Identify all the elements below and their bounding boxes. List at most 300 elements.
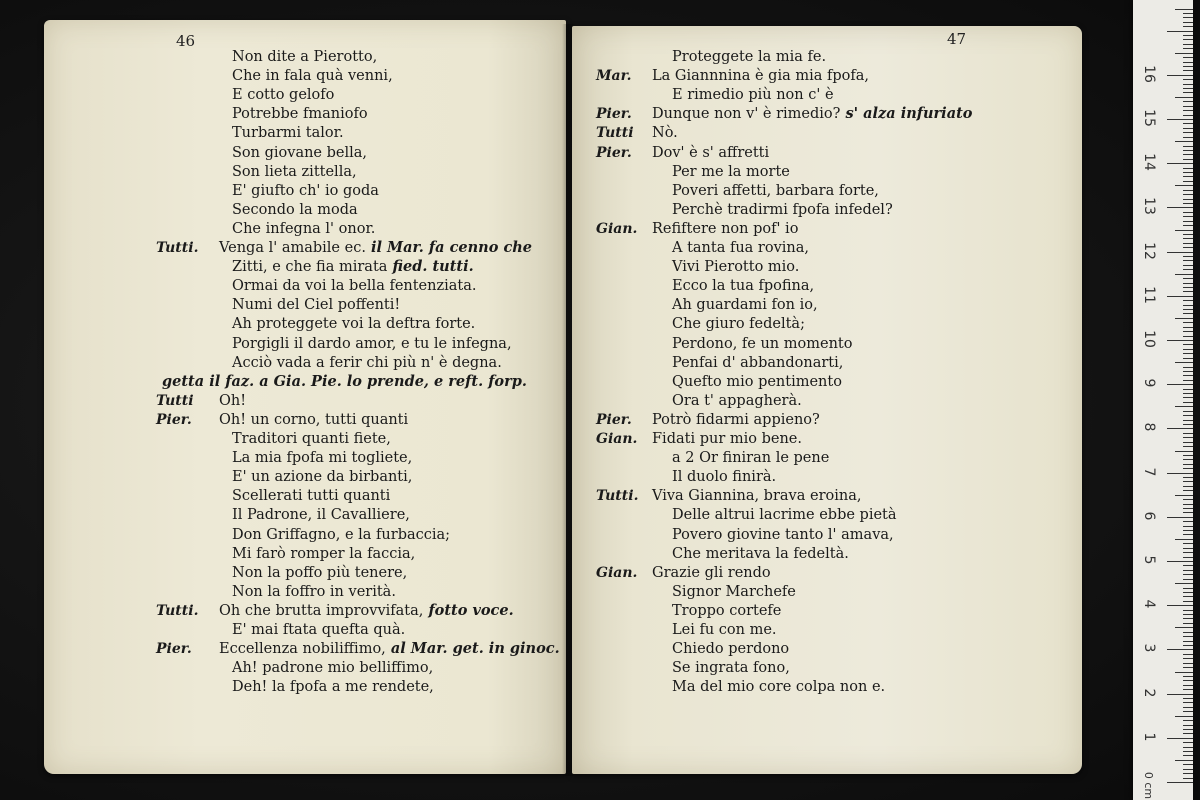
stage-direction: getta il faz. a Gia. Pie. lo prende, e reft. forp. xyxy=(162,372,527,390)
ruler-tick xyxy=(1183,353,1193,354)
ruler-tick xyxy=(1183,729,1193,730)
verse-text xyxy=(672,163,790,181)
verse-words: Turbarmi talor. xyxy=(232,125,344,142)
verse-words: Potrò fidarmi appieno? xyxy=(652,411,820,428)
verse-words: Il duolo finirà. xyxy=(672,469,777,486)
ruler-tick xyxy=(1183,468,1193,469)
ruler-tick xyxy=(1183,44,1193,45)
ruler-tick xyxy=(1183,221,1193,222)
ruler-tick xyxy=(1183,420,1193,421)
ruler-tick xyxy=(1183,243,1193,244)
verse-words: Che in fala quà venni, xyxy=(232,68,393,85)
ruler-unit-label: 0 cm xyxy=(1142,771,1156,800)
ruler-number: 10 xyxy=(1141,330,1157,348)
ruler-tick xyxy=(1183,128,1193,129)
ruler-tick xyxy=(1183,698,1193,699)
ruler-tick xyxy=(1167,738,1193,739)
ruler-tick xyxy=(1183,159,1193,160)
ruler-tick xyxy=(1183,212,1193,213)
ruler-tick xyxy=(1183,543,1193,544)
ruler-tick xyxy=(1183,459,1193,460)
ruler-tick xyxy=(1175,9,1193,10)
ruler-tick xyxy=(1183,265,1193,266)
ruler-tick xyxy=(1183,344,1193,345)
verse-words: a 2 Or finiran le pene xyxy=(672,450,830,467)
ruler-tick xyxy=(1183,260,1193,261)
verse-text xyxy=(672,583,796,601)
ruler-tick xyxy=(1175,185,1193,186)
ruler-number: 16 xyxy=(1141,64,1157,83)
ruler-tick xyxy=(1183,592,1193,593)
ruler-tick xyxy=(1183,486,1193,487)
ruler-tick xyxy=(1183,725,1193,726)
verse-text xyxy=(232,48,377,66)
verse-text xyxy=(652,124,678,142)
ruler-tick xyxy=(1183,437,1193,438)
verse-text xyxy=(652,564,771,582)
verse-words: Grazie gli rendo xyxy=(652,564,771,581)
ruler-tick xyxy=(1183,654,1193,655)
verse-text xyxy=(232,678,434,696)
verse-words: Non la foffro in verità. xyxy=(232,583,396,600)
verse-text xyxy=(232,277,476,295)
verse-words: Scellerati tutti quanti xyxy=(232,488,391,505)
speaker-label: Pier. xyxy=(596,411,632,428)
ruler-number: 13 xyxy=(1141,197,1157,216)
verse-text xyxy=(672,545,849,563)
verse-words: Acciò vada a ferir chi più n' è degna. xyxy=(232,354,502,371)
ruler-tick xyxy=(1167,605,1193,606)
ruler-tick xyxy=(1183,375,1193,376)
ruler-tick xyxy=(1183,508,1193,509)
verse-words: Ora t' appagherà. xyxy=(672,392,802,409)
ruler-tick xyxy=(1175,141,1193,142)
ruler-tick xyxy=(1167,296,1193,297)
ruler-tick xyxy=(1183,358,1193,359)
verse-text xyxy=(232,296,400,314)
ruler-tick xyxy=(1183,499,1193,500)
ruler-number: 5 xyxy=(1141,555,1157,565)
verse-text xyxy=(672,239,809,257)
verse-words: Che meritava la fedeltà. xyxy=(672,545,849,562)
verse-words: Perdono, fe un momento xyxy=(672,335,853,352)
ruler-tick xyxy=(1183,367,1193,368)
ruler-tick xyxy=(1183,702,1193,703)
ruler-number: 2 xyxy=(1141,688,1157,698)
verse-text xyxy=(652,487,861,505)
ruler-tick xyxy=(1183,181,1193,182)
verse-words: Zitti, e che fia mirata xyxy=(232,259,388,276)
ruler-tick xyxy=(1183,442,1193,443)
ruler-tick xyxy=(1183,70,1193,71)
ruler-tick xyxy=(1183,433,1193,434)
verse-text xyxy=(232,659,433,677)
ruler-tick xyxy=(1183,305,1193,306)
ruler-tick xyxy=(1183,199,1193,200)
verse-words: E rimedio più non c' è xyxy=(672,87,834,104)
ruler-tick xyxy=(1183,773,1193,774)
ruler-tick xyxy=(1183,397,1193,398)
ruler-tick xyxy=(1183,658,1193,659)
ruler-tick xyxy=(1175,318,1193,319)
verse-text xyxy=(672,602,781,620)
verse-text xyxy=(232,67,393,85)
ruler-tick xyxy=(1183,632,1193,633)
ruler-tick xyxy=(1175,583,1193,584)
ruler-tick xyxy=(1183,747,1193,748)
ruler-number: 12 xyxy=(1141,241,1157,260)
ruler-tick xyxy=(1183,79,1193,80)
verse-text xyxy=(232,506,410,524)
ruler-tick xyxy=(1183,490,1193,491)
speaker-label: Tutti. xyxy=(596,488,639,505)
ruler-tick xyxy=(1183,331,1193,332)
ruler-number: 6 xyxy=(1141,511,1157,521)
ruler-tick xyxy=(1183,216,1193,217)
ruler-tick xyxy=(1183,778,1193,779)
ruler-tick xyxy=(1167,694,1193,695)
speaker-label: Tutti. xyxy=(156,240,199,256)
ruler-tick xyxy=(1183,393,1193,394)
ruler-tick xyxy=(1183,504,1193,505)
ruler-tick xyxy=(1167,517,1193,518)
verse-text xyxy=(652,411,820,429)
verse-words: Traditori quanti fiete, xyxy=(232,431,391,447)
verse-text xyxy=(672,296,818,314)
verse-words: Poveri affetti, barbara forte, xyxy=(672,182,879,199)
verse-words: Ormai da voi la bella fentenziata. xyxy=(232,278,477,295)
ruler-tick xyxy=(1175,362,1193,363)
ruler-tick xyxy=(1183,137,1193,138)
ruler-tick xyxy=(1183,39,1193,40)
verse-words: Numi del Ciel poffenti! xyxy=(232,297,401,314)
verse-words: Ah proteggete voi la deftra forte. xyxy=(232,316,476,333)
ruler-tick xyxy=(1183,570,1193,571)
ruler-tick xyxy=(1183,380,1193,381)
verse-text xyxy=(232,468,412,486)
ruler-tick xyxy=(1183,446,1193,447)
ruler-number: 15 xyxy=(1141,109,1157,127)
ruler-tick xyxy=(1183,190,1193,191)
ruler-tick xyxy=(1183,48,1193,49)
verse-text xyxy=(672,526,894,544)
verse-text xyxy=(219,602,514,620)
speaker-label: Mar. xyxy=(596,68,632,85)
ruler-tick xyxy=(1183,123,1193,124)
ruler-number: 8 xyxy=(1141,422,1157,432)
page-number-left: 46 xyxy=(176,32,196,50)
verse-text xyxy=(232,487,390,505)
verse-words: Secondo la moda xyxy=(232,201,358,218)
ruler-tick xyxy=(1183,371,1193,372)
ruler-tick xyxy=(1167,561,1193,562)
ruler-tick xyxy=(1183,565,1193,566)
verse-words: Per me la morte xyxy=(672,163,790,180)
verse-text xyxy=(672,277,814,295)
verse-text xyxy=(672,468,776,486)
verse-text xyxy=(162,373,527,391)
verse-words: E' mai ftata quefta quà. xyxy=(232,622,406,638)
verse-text xyxy=(219,239,532,257)
verse-text xyxy=(672,335,852,353)
verse-text xyxy=(232,449,412,467)
ruler-tick xyxy=(1183,623,1193,624)
ruler-tick xyxy=(1183,557,1193,558)
ruler-tick xyxy=(1183,92,1193,93)
ruler-tick xyxy=(1183,596,1193,597)
ruler-tick xyxy=(1183,411,1193,412)
ruler-tick xyxy=(1183,464,1193,465)
ruler-tick xyxy=(1183,481,1193,482)
ruler-tick xyxy=(1183,579,1193,580)
verse-words: Troppo cortefe xyxy=(672,602,782,619)
verse-words: Deh! la fpofa a me rendete, xyxy=(232,679,434,696)
verse-text xyxy=(672,640,789,658)
ruler-tick xyxy=(1183,194,1193,195)
verse-text xyxy=(232,545,415,563)
speaker-label: Tutti xyxy=(156,392,194,409)
ruler-tick xyxy=(1183,720,1193,721)
ruler-tick xyxy=(1183,521,1193,522)
verse-words: Chiedo perdono xyxy=(672,641,790,658)
verse-text xyxy=(672,659,790,677)
ruler-number: 14 xyxy=(1141,153,1157,172)
ruler-tick xyxy=(1183,667,1193,668)
verse-words: Penfai d' abbandonarti, xyxy=(672,354,844,371)
verse-words: Venga l' amabile ec. xyxy=(219,240,366,256)
verse-text xyxy=(672,258,799,276)
ruler-tick xyxy=(1183,66,1193,67)
ruler-tick xyxy=(1175,274,1193,275)
ruler-tick xyxy=(1167,31,1193,32)
ruler-tick xyxy=(1167,119,1193,120)
ruler-tick xyxy=(1183,247,1193,248)
ruler-tick xyxy=(1183,132,1193,133)
ruler-tick xyxy=(1183,269,1193,270)
verse-text xyxy=(672,373,842,391)
ruler-number: 11 xyxy=(1141,285,1157,304)
verse-words: Son giovane bella, xyxy=(232,144,368,161)
verse-text xyxy=(672,678,885,696)
right-page xyxy=(572,26,1082,774)
stage-direction: fied. tutti. xyxy=(387,258,474,276)
verse-text xyxy=(232,335,512,353)
ruler-tick xyxy=(1183,84,1193,85)
verse-text xyxy=(232,258,474,276)
verse-words: E' un azione da birbanti, xyxy=(232,469,413,486)
verse-words: Nò. xyxy=(652,125,678,142)
verse-text xyxy=(672,449,829,467)
verse-text xyxy=(652,430,802,448)
verse-words: Oh! xyxy=(219,392,247,409)
ruler-tick xyxy=(1183,614,1193,615)
verse-words: Vivi Pierotto mio. xyxy=(672,259,800,276)
ruler-tick xyxy=(1183,636,1193,637)
ruler-tick xyxy=(1183,552,1193,553)
speaker-label: Pier. xyxy=(156,641,192,658)
verse-text xyxy=(232,124,344,142)
verse-words: Dov' è s' affretti xyxy=(652,144,770,161)
verse-text xyxy=(652,105,972,123)
ruler-tick xyxy=(1183,35,1193,36)
verse-words: Ecco la tua fpofina, xyxy=(672,278,815,295)
verse-text xyxy=(219,411,408,429)
ruler-number: 7 xyxy=(1141,467,1157,477)
stage-direction: s' alza infuriato xyxy=(840,105,973,123)
verse-words: Viva Giannina, brava eroina, xyxy=(652,488,862,505)
ruler-tick xyxy=(1183,17,1193,18)
verse-words: Quefto mio pentimento xyxy=(672,373,842,390)
stage-direction: al Mar. get. in ginoc. xyxy=(385,640,560,658)
ruler-tick xyxy=(1183,146,1193,147)
ruler-tick xyxy=(1183,707,1193,708)
ruler-tick xyxy=(1183,676,1193,677)
verse-words: Eccellenza nobiliffimo, xyxy=(219,641,386,658)
ruler-tick xyxy=(1183,733,1193,734)
ruler-tick xyxy=(1183,534,1193,535)
verse-words: Perchè tradirmi fpofa infedel? xyxy=(672,201,893,218)
ruler-number: 4 xyxy=(1141,599,1157,609)
verse-text xyxy=(672,201,893,219)
page-number-right: 47 xyxy=(947,30,967,48)
speaker-label: Tutti. xyxy=(156,602,199,619)
ruler-tick xyxy=(1183,685,1193,686)
verse-words: Oh! un corno, tutti quanti xyxy=(219,411,409,428)
ruler-tick xyxy=(1175,627,1193,628)
ruler-tick xyxy=(1183,287,1193,288)
verse-text xyxy=(672,506,897,524)
ruler-tick xyxy=(1183,309,1193,310)
ruler-tick xyxy=(1183,574,1193,575)
ruler-tick xyxy=(1183,88,1193,89)
verse-words: Son lieta zittella, xyxy=(232,163,357,180)
ruler-tick xyxy=(1183,424,1193,425)
verse-text xyxy=(232,564,407,582)
verse-text xyxy=(232,621,405,639)
ruler-number: 1 xyxy=(1141,732,1157,742)
ruler-tick xyxy=(1183,172,1193,173)
ruler-tick xyxy=(1175,672,1193,673)
ruler-tick xyxy=(1183,168,1193,169)
ruler-tick xyxy=(1183,512,1193,513)
ruler-tick xyxy=(1167,384,1193,385)
verse-text xyxy=(232,105,368,123)
ruler-tick xyxy=(1183,176,1193,177)
ruler-tick xyxy=(1183,110,1193,111)
verse-text xyxy=(672,315,805,333)
verse-words: Non dite a Pierotto, xyxy=(232,49,378,65)
ruler-tick xyxy=(1183,455,1193,456)
ruler-tick xyxy=(1167,252,1193,253)
verse-words: E cotto gelofo xyxy=(232,87,335,104)
speaker-label: Pier. xyxy=(596,106,632,123)
verse-words: Don Griffagno, e la furbaccia; xyxy=(232,526,451,543)
ruler-tick xyxy=(1183,115,1193,116)
verse-words: Proteggete la mia fe. xyxy=(672,49,827,65)
ruler-number: 3 xyxy=(1141,643,1157,653)
verse-text xyxy=(652,67,869,85)
ruler-tick xyxy=(1183,349,1193,350)
ruler-tick xyxy=(1175,97,1193,98)
verse-text xyxy=(672,182,879,200)
ruler-tick xyxy=(1183,588,1193,589)
ruler-tick xyxy=(1183,291,1193,292)
verse-text xyxy=(232,430,391,448)
ruler-tick xyxy=(1183,322,1193,323)
ruler-tick xyxy=(1175,230,1193,231)
ruler-tick xyxy=(1183,680,1193,681)
verse-text xyxy=(652,220,798,238)
ruler-tick xyxy=(1175,760,1193,761)
verse-text xyxy=(232,354,502,372)
ruler-tick xyxy=(1183,300,1193,301)
verse-text xyxy=(672,48,826,66)
ruler-tick xyxy=(1183,389,1193,390)
verse-words: Mi farò romper la faccia, xyxy=(232,545,416,562)
measurement-ruler xyxy=(1133,0,1193,800)
verse-words: Se ingrata fono, xyxy=(672,660,790,677)
verse-words: Oh che brutta improvvifata, xyxy=(219,602,424,619)
ruler-tick xyxy=(1183,755,1193,756)
verse-words: Che infegna l' onor. xyxy=(232,220,376,237)
ruler-tick xyxy=(1183,101,1193,102)
verse-words: Non la poffo più tenere, xyxy=(232,564,408,581)
ruler-tick xyxy=(1167,75,1193,76)
verse-words: Povero giovine tanto l' amava, xyxy=(672,526,894,543)
ruler-tick xyxy=(1175,539,1193,540)
ruler-tick xyxy=(1167,163,1193,164)
verse-text xyxy=(232,201,358,219)
ruler-tick xyxy=(1183,477,1193,478)
verse-text xyxy=(232,86,334,104)
verse-text xyxy=(672,621,777,639)
verse-text xyxy=(219,640,560,658)
ruler-tick xyxy=(1183,645,1193,646)
verse-text xyxy=(232,182,379,200)
ruler-tick xyxy=(1183,256,1193,257)
ruler-tick xyxy=(1183,278,1193,279)
verse-words: Potrebbe fmaniofo xyxy=(232,106,368,123)
ruler-tick xyxy=(1167,782,1193,783)
verse-words: A tanta fua rovina, xyxy=(672,240,810,256)
ruler-tick xyxy=(1167,340,1193,341)
ruler-tick xyxy=(1183,22,1193,23)
ruler-tick xyxy=(1183,742,1193,743)
ruler-tick xyxy=(1183,234,1193,235)
ruler-tick xyxy=(1175,716,1193,717)
ruler-tick xyxy=(1183,641,1193,642)
verse-words: La mia fpofa mi togliete, xyxy=(232,450,413,467)
speaker-label: Gian. xyxy=(596,564,638,581)
ruler-tick xyxy=(1183,13,1193,14)
verse-text xyxy=(652,144,769,162)
verse-words: Ah! padrone mio belliffimo, xyxy=(232,660,434,677)
verse-words: Che giuro fedeltà; xyxy=(672,316,805,333)
ruler-tick xyxy=(1175,53,1193,54)
ruler-tick xyxy=(1167,473,1193,474)
speaker-label: Gian. xyxy=(596,220,638,237)
stage-direction: il Mar. fa cenno che xyxy=(365,239,533,256)
verse-text xyxy=(219,392,246,410)
verse-text xyxy=(232,144,367,162)
verse-text xyxy=(232,220,375,238)
ruler-tick xyxy=(1183,402,1193,403)
ruler-tick xyxy=(1183,530,1193,531)
ruler-tick xyxy=(1183,225,1193,226)
verse-text xyxy=(232,583,396,601)
verse-words: Il Padrone, il Cavalliere, xyxy=(232,507,410,524)
ruler-tick xyxy=(1183,203,1193,204)
